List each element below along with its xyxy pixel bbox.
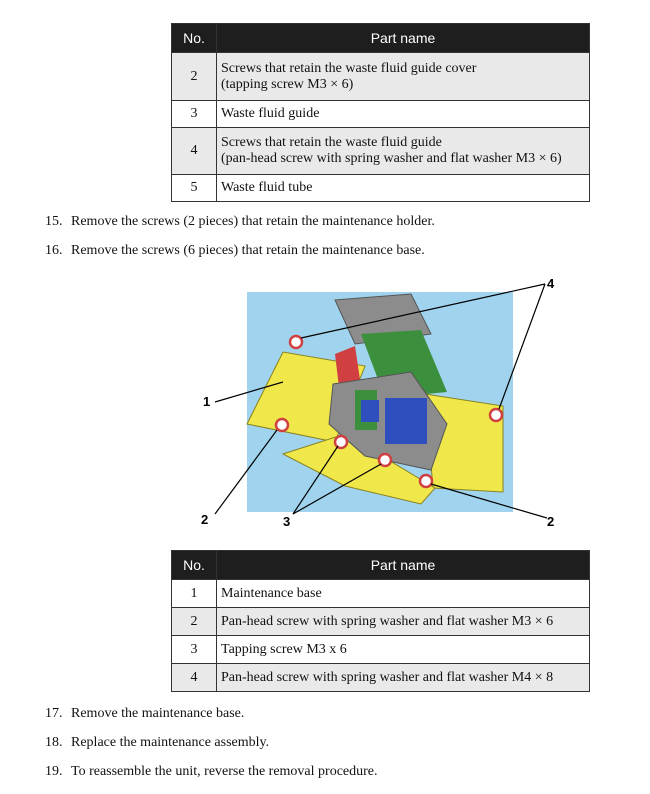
table-row [172,608,590,636]
part-name-line: (pan-head screw with spring washer and flat washer M3 × 6) [221,151,562,166]
table-row [172,101,590,128]
table-row [172,636,590,664]
part-name: Maintenance base [217,580,590,608]
step-text: Remove the maintenance base. [71,706,245,721]
step-number: 19. [45,764,63,779]
callout-3: 3 [283,514,291,529]
callout-4: 4 [547,276,555,291]
step-number: 16. [45,243,63,258]
callout-1: 1 [203,394,211,409]
procedure-step [45,735,269,751]
part-name: Waste fluid guide [217,101,590,128]
part-number: 1 [172,580,217,608]
screw-marker-4b [490,409,502,421]
step-text: Replace the maintenance assembly. [71,735,270,750]
maintenance-base-figure [185,274,575,530]
part-number: 2 [172,608,217,636]
blue-cap-assembly [385,398,427,444]
column-header-no: No. [172,24,217,53]
step-number: 18. [45,735,63,750]
step-number: 15. [45,214,63,229]
column-header-no: No. [172,551,217,580]
part-name-line: Screws that retain the waste fluid guide cover [221,60,477,76]
part-name [217,128,590,175]
parts-table-2 [171,550,590,692]
table-row [172,580,590,608]
part-number: 4 [172,664,217,692]
step-text: Remove the screws (6 pieces) that retain the maintenance base. [71,243,425,258]
part-number: 5 [172,175,217,202]
part-name: Pan-head screw with spring washer and flat washer M3 × 6 [217,608,590,636]
part-name-line: Screws that retain the waste fluid guide [221,135,442,150]
part-name: Pan-head screw with spring washer and flat washer M4 × 8 [217,664,590,692]
step-number: 17. [45,706,63,721]
parts-table-1 [171,23,590,202]
step-text: Remove the screws (2 pieces) that retain the maintenance holder. [71,214,435,229]
procedure-step [45,764,378,780]
screw-marker-2b [420,475,432,487]
step-text: To reassemble the unit, reverse the removal procedure. [71,764,378,779]
table-row [172,175,590,202]
column-header-part-name: Part name [217,24,590,53]
table-row [172,53,590,101]
column-header-part-name: Part name [217,551,590,580]
table-row [172,664,590,692]
part-number: 2 [172,53,217,101]
part-name: Waste fluid tube [217,175,590,202]
callout-2-right: 2 [547,514,555,529]
screw-marker-2a [276,419,288,431]
cyan-cap [361,400,379,422]
part-name: Tapping screw M3 x 6 [217,636,590,664]
part-number: 4 [172,128,217,175]
part-name-line: (tapping screw M3 × 6) [221,76,354,92]
part-number: 3 [172,636,217,664]
callout-2-left: 2 [201,512,209,527]
screw-marker-4a [290,336,302,348]
procedure-step [45,243,425,259]
screw-marker-3a [335,436,347,448]
procedure-step [45,214,435,230]
table-row [172,128,590,175]
procedure-step [45,706,244,722]
part-name [217,53,590,101]
part-number: 3 [172,101,217,128]
